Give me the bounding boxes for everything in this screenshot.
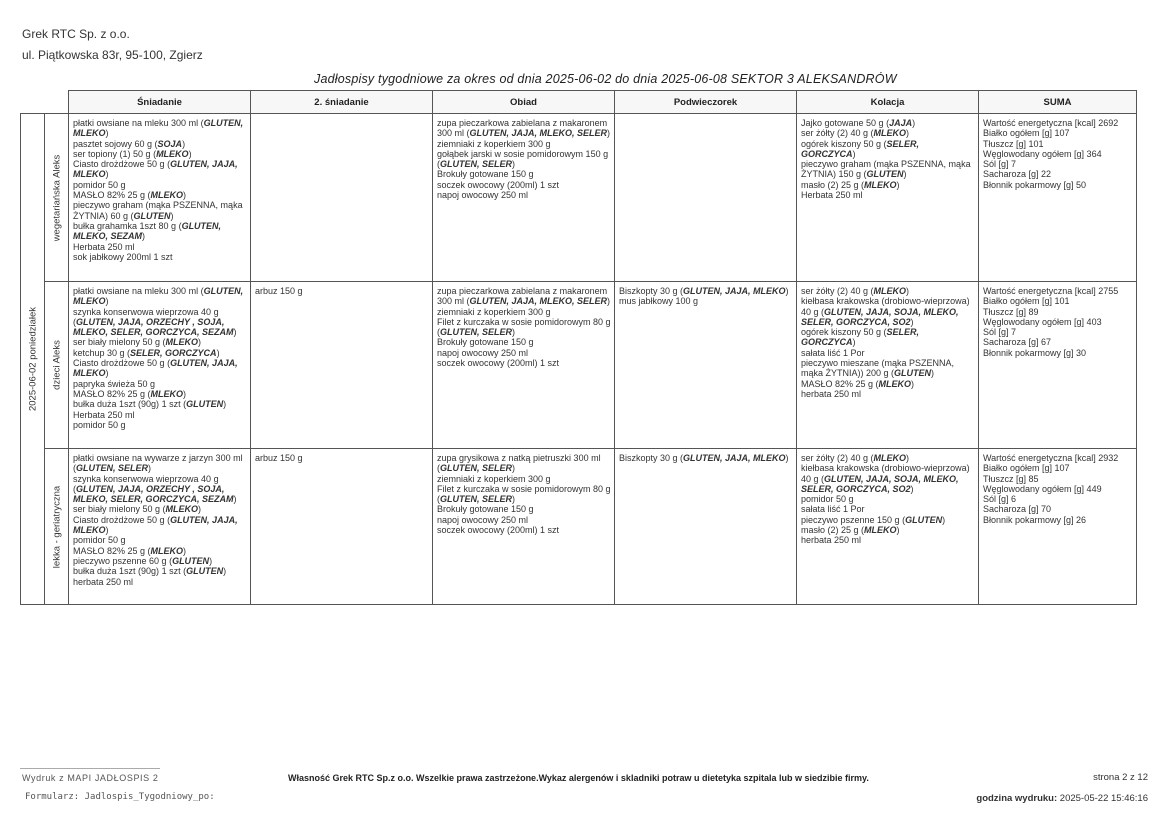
nutrition-value: Węglowodany ogółem [g] 449 [983, 483, 1102, 494]
menu-item: Filet z kurczaka w sosie pomidorowym 80 g (GLUTEN, SELER) [437, 316, 611, 338]
menu-item: pomidor 50 g [73, 419, 126, 430]
cell-sniadanie [69, 449, 251, 605]
menu-row [21, 282, 1137, 449]
nutrition-value: Sól [g] 6 [983, 494, 1017, 505]
cell-podwieczorek [615, 114, 797, 282]
menu-item: Filet z kurczaka w sosie pomidorowym 80 g (GLUTEN, SELER) [437, 483, 611, 505]
nutrition-value: Sól [g] 7 [983, 327, 1017, 338]
diet-label: wegetariańska Aleks [51, 154, 62, 241]
menu-item: mus jabłkowy 100 g [619, 296, 699, 307]
menu-item: soczek owocowy (200ml) 1 szt [437, 358, 560, 369]
menu-item: szynka konserwowa wieprzowa 40 g (GLUTEN, JAJA, ORZECHY , SOJA, MLEKO, SELER, GORCZYCA, SEZAM) [73, 306, 237, 338]
menu-item: pieczywo pszenne 150 g (GLUTEN) [801, 514, 946, 525]
menu-item: szynka konserwowa wieprzowa 40 g (GLUTEN, JAJA, ORZECHY , SOJA, MLEKO, SELER, GORCZYCA, SEZAM) [73, 473, 237, 505]
menu-item: sok jabłkowy 200ml 1 szt [73, 251, 173, 262]
menu-item: napoj owocowy 250 ml [437, 190, 529, 201]
cell-obiad [433, 449, 615, 605]
menu-item: Jajko gotowane 50 g (JAJA) [801, 118, 916, 128]
menu-row [21, 449, 1137, 605]
menu-item: arbuz 150 g [255, 453, 303, 463]
menu-item: pomidor 50 g [73, 179, 126, 190]
nutrition-value: Białko ogółem [g] 107 [983, 128, 1070, 139]
nutrition-value: Sól [g] 7 [983, 159, 1017, 170]
menu-item: Ciasto drożdżowe 50 g (GLUTEN, JAJA, MLEKO) [73, 514, 238, 536]
menu-item: masło (2) 25 g (MLEKO) [801, 525, 900, 536]
header-row [21, 91, 1137, 114]
menu-row [21, 114, 1137, 282]
menu-item: pieczywo graham (mąka PSZENNA, mąka ŻYTNIA) 60 g (GLUTEN) [73, 200, 243, 221]
header-spacer [45, 91, 69, 114]
footer-divider [20, 768, 160, 769]
column-header: Śniadanie [69, 91, 251, 114]
menu-item: Biszkopty 30 g (GLUTEN, JAJA, MLEKO) [619, 286, 789, 296]
menu-item: Herbata 250 ml [73, 409, 135, 420]
menu-item: MASŁO 82% 25 g (MLEKO) [801, 378, 915, 389]
nutrition-value: Tłuszcz [g] 89 [983, 306, 1039, 317]
diet-cell [45, 282, 69, 449]
diet-label: dzieci Aleks [51, 340, 62, 390]
menu-item: ziemniaki z koperkiem 300 g [437, 473, 551, 484]
menu-item: pasztet sojowy 60 g (SOJA) [73, 138, 186, 149]
company-header [22, 24, 203, 66]
cell-obiad [433, 114, 615, 282]
menu-item: płatki owsiane na mleku 300 ml (GLUTEN, MLEKO) [73, 286, 244, 307]
nutrition-value: Wartość energetyczna [kcal] 2932 [983, 453, 1119, 463]
column-header: SUMA [979, 91, 1137, 114]
nutrition-value: Błonnik pokarmowy [g] 30 [983, 347, 1087, 358]
menu-item: MASŁO 82% 25 g (MLEKO) [73, 190, 187, 201]
rights-notice: Własność Grek RTC Sp.z o.o. Wszelkie prawa zastrzeżone.Wykaz alergenów i skladniki potraw u dietetyka szpitala lub w siedzibie firmy. [288, 773, 869, 783]
menu-item: ketchup 30 g (SELER, GORCZYCA) [73, 347, 220, 358]
menu-item: płatki owsiane na mleku 300 ml (GLUTEN, MLEKO) [73, 118, 244, 139]
nutrition-value: Węglowodany ogółem [g] 403 [983, 316, 1102, 327]
column-header: Obiad [433, 91, 615, 114]
menu-item: masło (2) 25 g (MLEKO) [801, 179, 900, 190]
cell-suma [979, 449, 1137, 605]
document-title: Jadłospisy tygodniowe za okres od dnia 2025-06-02 do dnia 2025-06-08 SEKTOR 3 ALEKSANDRÓW [314, 72, 897, 86]
menu-item: ser biały mielony 50 g (MLEKO) [73, 504, 202, 515]
nutrition-value: Węglowodany ogółem [g] 364 [983, 148, 1102, 159]
nutrition-value: Sacharoza [g] 70 [983, 504, 1052, 515]
cell-kolacja [797, 282, 979, 449]
menu-item: ogórek kiszony 50 g (SELER, GORCZYCA) [801, 138, 920, 159]
menu-item: pomidor 50 g [73, 535, 126, 546]
menu-item: arbuz 150 g [255, 286, 303, 296]
menu-item: Herbata 250 ml [73, 241, 135, 252]
cell-kolacja [797, 114, 979, 282]
column-header: 2. śniadanie [251, 91, 433, 114]
form-name: Formularz: Jadlospis_Tygodniowy_po: [25, 792, 215, 802]
nutrition-value: Wartość energetyczna [kcal] 2692 [983, 118, 1119, 128]
report-name: Wydruk z MAPI JADŁOSPIS 2 [22, 773, 159, 783]
menu-item: pieczywo mieszane (mąka PSZENNA, mąka ŻYTNIA)) 200 g (GLUTEN) [801, 358, 955, 379]
menu-item: herbata 250 ml [801, 388, 862, 399]
menu-item: sałata liść 1 Por [801, 504, 865, 515]
menu-item: soczek owocowy (200ml) 1 szt [437, 525, 560, 536]
menu-item: kiełbasa krakowska (drobiowo-wieprzowa) 40 g (GLUTEN, JAJA, SOJA, MLEKO, SELER, GORCZYCA, SO2) [801, 463, 970, 494]
menu-item: pieczywo graham (mąka PSZENNA, mąka ŻYTNIA) 150 g (GLUTEN) [801, 159, 971, 180]
menu-item: ziemniaki z koperkiem 300 g [437, 306, 551, 317]
nutrition-value: Tłuszcz [g] 85 [983, 473, 1039, 484]
cell-suma [979, 282, 1137, 449]
menu-item: ser topiony (1) 50 g (MLEKO) [73, 148, 192, 159]
diet-cell [45, 114, 69, 282]
company-address: ul. Piątkowska 83r, 95-100, Zgierz [22, 48, 203, 62]
menu-item: Herbata 250 ml [801, 190, 863, 201]
print-time-value: 2025-05-22 15:46:16 [1059, 793, 1148, 804]
cell-sniadanie [69, 114, 251, 282]
cell-drugie-sniadanie [251, 114, 433, 282]
nutrition-value: Błonnik pokarmowy [g] 26 [983, 514, 1087, 525]
cell-drugie-sniadanie [251, 449, 433, 605]
diet-label: lekka - geriatryczna [51, 485, 62, 568]
menu-item: ser żółty (2) 40 g (MLEKO) [801, 128, 910, 139]
menu-item: soczek owocowy (200ml) 1 szt [437, 179, 560, 190]
menu-item: Ciasto drożdżowe 50 g (GLUTEN, JAJA, MLEKO) [73, 159, 238, 180]
menu-item: bułka duża 1szt (90g) 1 szt (GLUTEN) [73, 399, 227, 410]
nutrition-value: Sacharoza [g] 22 [983, 169, 1052, 180]
page-number: strona 2 z 12 [1093, 772, 1148, 783]
print-time-label: godzina wydruku: [976, 793, 1058, 804]
menu-item: pomidor 50 g [801, 494, 854, 505]
nutrition-value: Białko ogółem [g] 107 [983, 463, 1070, 474]
menu-item: kiełbasa krakowska (drobiowo-wieprzowa) 40 g (GLUTEN, JAJA, SOJA, MLEKO, SELER, GORCZYCA, SO2) [801, 296, 970, 327]
menu-item: zupa pieczarkowa zabielana z makaronem 300 ml (GLUTEN, JAJA, MLEKO, SELER) [437, 118, 611, 139]
cell-podwieczorek [615, 449, 797, 605]
menu-item: ser żółty (2) 40 g (MLEKO) [801, 453, 910, 463]
menu-item: MASŁO 82% 25 g (MLEKO) [73, 545, 187, 556]
menu-item: Brokuły gotowane 150 g [437, 504, 534, 515]
menu-item: płatki owsiane na wywarze z jarzyn 300 ml (GLUTEN, SELER) [73, 453, 243, 474]
nutrition-value: Wartość energetyczna [kcal] 2755 [983, 286, 1119, 296]
menu-item: sałata liść 1 Por [801, 347, 865, 358]
menu-item: gołąbek jarski w sosie pomidorowym 150 g (GLUTEN, SELER) [437, 148, 609, 170]
cell-kolacja [797, 449, 979, 605]
menu-item: ser biały mielony 50 g (MLEKO) [73, 337, 202, 348]
diet-cell [45, 449, 69, 605]
nutrition-value: Tłuszcz [g] 101 [983, 138, 1044, 149]
menu-item: zupa pieczarkowa zabielana z makaronem 300 ml (GLUTEN, JAJA, MLEKO, SELER) [437, 286, 611, 307]
cell-sniadanie [69, 282, 251, 449]
cell-drugie-sniadanie [251, 282, 433, 449]
menu-item: Brokuły gotowane 150 g [437, 169, 534, 180]
menu-item: Biszkopty 30 g (GLUTEN, JAJA, MLEKO) [619, 453, 789, 463]
menu-item: bułka duża 1szt (90g) 1 szt (GLUTEN) [73, 566, 227, 577]
cell-obiad [433, 282, 615, 449]
column-header: Podwieczorek [615, 91, 797, 114]
column-header: Kolacja [797, 91, 979, 114]
menu-item: ser żółty (2) 40 g (MLEKO) [801, 286, 910, 296]
company-name: Grek RTC Sp. z o.o. [22, 27, 130, 41]
menu-item: napoj owocowy 250 ml [437, 514, 529, 525]
menu-item: papryka świeża 50 g [73, 378, 156, 389]
date-label: 2025-06-02 poniedziałek [27, 306, 38, 412]
menu-item: Brokuły gotowane 150 g [437, 337, 534, 348]
menu-item: pieczywo pszenne 60 g (GLUTEN) [73, 555, 213, 566]
header-spacer [21, 91, 45, 114]
menu-table [20, 90, 1137, 605]
menu-item: MASŁO 82% 25 g (MLEKO) [73, 388, 187, 399]
menu-item: bułka grahamka 1szt 80 g (GLUTEN, MLEKO, SEZAM) [73, 220, 222, 242]
menu-item: ziemniaki z koperkiem 300 g [437, 138, 551, 149]
nutrition-value: Sacharoza [g] 67 [983, 337, 1052, 348]
cell-suma [979, 114, 1137, 282]
nutrition-value: Błonnik pokarmowy [g] 50 [983, 179, 1087, 190]
menu-item: Ciasto drożdżowe 50 g (GLUTEN, JAJA, MLEKO) [73, 358, 238, 379]
menu-item: herbata 250 ml [801, 535, 862, 546]
menu-item: zupa grysikowa z natką pietruszki 300 ml (GLUTEN, SELER) [437, 453, 601, 474]
date-cell [21, 114, 45, 605]
menu-item: ogórek kiszony 50 g (SELER, GORCZYCA) [801, 327, 920, 348]
nutrition-value: Białko ogółem [g] 101 [983, 296, 1070, 307]
cell-podwieczorek [615, 282, 797, 449]
menu-item: herbata 250 ml [73, 576, 134, 587]
menu-item: napoj owocowy 250 ml [437, 347, 529, 358]
print-time [976, 793, 1148, 804]
